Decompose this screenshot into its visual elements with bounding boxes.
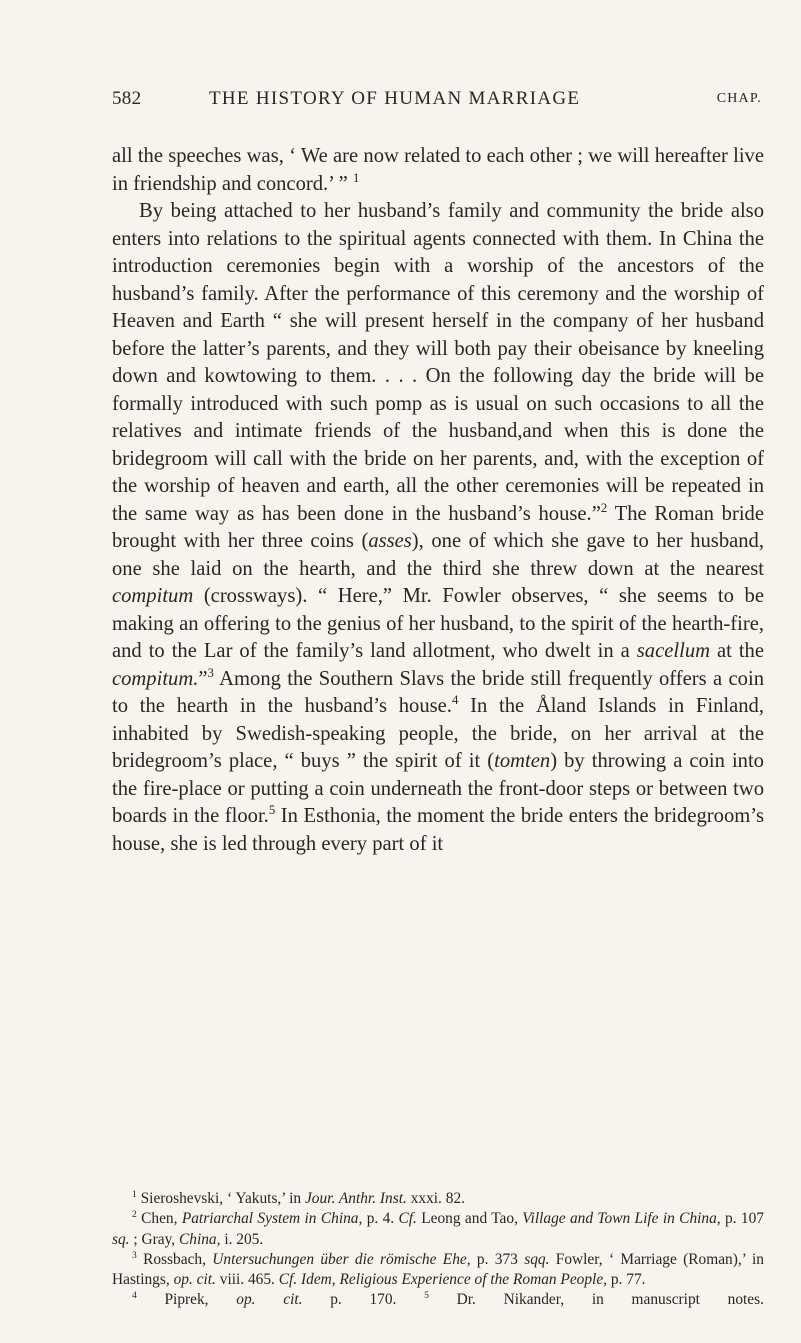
footnote-italic: Village and Town Life in China, [522, 1210, 721, 1228]
footnote-ref-2: 2 [600, 500, 608, 515]
footnote-text: p. 77. [607, 1271, 646, 1289]
footnote-italic: Untersuchungen über die römische Ehe, [212, 1250, 471, 1268]
italic-term: asses [368, 530, 412, 552]
text-run: all the speeches was, ‘ We are now related to each other ; we will hereafter live in friendship and concord.’ ” [112, 145, 764, 195]
footnote-2 [112, 1209, 764, 1250]
footnote-number: 1 [132, 1188, 137, 1200]
footnote-text: xxxi. 82. [406, 1190, 465, 1207]
footnote-text: i. 205. [220, 1230, 264, 1248]
footnotes [112, 1189, 764, 1311]
text-run: Among the Southern Slavs the bride still frequently offers a coin to the hearth in the husband’s house. [112, 667, 764, 717]
footnote-number: 2 [132, 1209, 137, 1221]
footnote-italic: sqq. [524, 1250, 550, 1268]
footnote-4-5 [112, 1290, 764, 1310]
text-run: In the Åland Islands in Finland, inhabited by Swedish-speaking people, the bride, on her arrival at the bridegroom’s place, “ buys ” the spirit of it ( [112, 695, 764, 772]
footnote-italic: Cf. [398, 1210, 417, 1228]
footnote-text: viii. 465. [215, 1271, 279, 1289]
footnote-italic: Cf. Idem, Religious Experience of the Roman People, [278, 1271, 608, 1289]
footnote-number: 5 [424, 1290, 429, 1302]
footnote-text: p. 170. [302, 1291, 397, 1309]
text-run: By being attached to her husband’s family and community the bride also enters into relations to the spiritual agents connected with them. In China the introduction ceremonies begin with a worship of the ancestors of the husband’s family. After the performance of this ceremony and the worship of Heaven and Earth “ she will present herself in the company of her husband before the latter’s parents, and they will both pay their obeisance by kneeling down and kowtowing to them. . . . On the following day the bride will be formally introduced with such pomp as is usual on such occasions to all the relatives and intimate friends of the husband,and when this is done the bridegroom will call with the bride on her parents, and, with the exception of the worship of heaven and earth, all the other ceremonies will be repeated in the same way as has been done in the husband’s house.” [112, 200, 764, 525]
footnote-italic: op. cit. [236, 1291, 303, 1309]
footnote-1 [112, 1189, 764, 1209]
footnote-ref-3: 3 [207, 665, 214, 680]
footnote-italic: op. cit. [173, 1271, 216, 1289]
footnote-ref-1: 1 [352, 170, 360, 185]
footnote-text: p. 4. [362, 1210, 399, 1228]
footnote-italic: China, [178, 1230, 221, 1248]
italic-term: sacellum [636, 640, 710, 662]
text-run: ) by throwing a coin into the fire-place or putting a coin underneath the front-door steps or between two boards in the floor. [112, 750, 764, 827]
footnote-number: 3 [132, 1249, 137, 1261]
footnote-3 [112, 1250, 764, 1291]
text-run: ” [198, 667, 208, 690]
footnote-text: Rossbach, [136, 1250, 213, 1268]
footnote-italic: Jour. Anthr. Inst. [304, 1190, 407, 1207]
footnote-text: ; Gray, [129, 1230, 179, 1248]
body-text [112, 143, 764, 858]
footnote-italic: sq. [112, 1230, 130, 1248]
text-run: at the [710, 640, 764, 662]
footnote-number: 4 [132, 1290, 137, 1302]
footnote-ref-4: 4 [451, 693, 459, 708]
footnote-text: Fowler, ‘ Marriage (Roman),’ in Hastings, [112, 1250, 764, 1289]
footnote-ref-5: 5 [268, 803, 276, 818]
footnote-text: Dr. Nikander, in manuscript notes. [428, 1291, 764, 1309]
running-title: THE HISTORY OF HUMAN MARRIAGE [209, 88, 581, 109]
chapter-label: CHAP. [716, 91, 762, 106]
italic-term: tomten [494, 750, 551, 772]
footnote-text: Piprek, [136, 1291, 237, 1309]
footnote-text: Chen, [136, 1210, 182, 1228]
text-run: (crossways). “ Here,” Mr. Fowler observes, “ she seems to be making an offering to the genius of her husband, to the spirit of the hearth-fire, and to the Lar of the family’s land allotment, who dwelt in a [112, 585, 764, 662]
footnote-text: Sieroshevski, ‘ Yakuts,’ in [136, 1190, 305, 1207]
italic-term: compitum [112, 585, 194, 607]
italic-term: compitum. [112, 667, 199, 690]
text-run: ), one of which she gave to her husband, one she laid on the hearth, and the third she threw down at the nearest [112, 530, 765, 580]
running-header [112, 88, 762, 114]
text-run: The Roman bride brought with her three coins ( [112, 502, 764, 552]
paragraph-2 [112, 198, 764, 858]
text-run: In Esthonia, the moment the bride enters the bridegroom’s house, she is led through every part of it [112, 805, 764, 855]
footnote-italic: Patriarchal System in China, [181, 1210, 363, 1228]
footnote-text: Leong and Tao, [416, 1210, 523, 1228]
footnote-text: p. 373 [470, 1250, 525, 1268]
paragraph-1 [112, 143, 764, 198]
footnote-text: p. 107 [720, 1210, 764, 1228]
page-number: 582 [112, 88, 142, 109]
